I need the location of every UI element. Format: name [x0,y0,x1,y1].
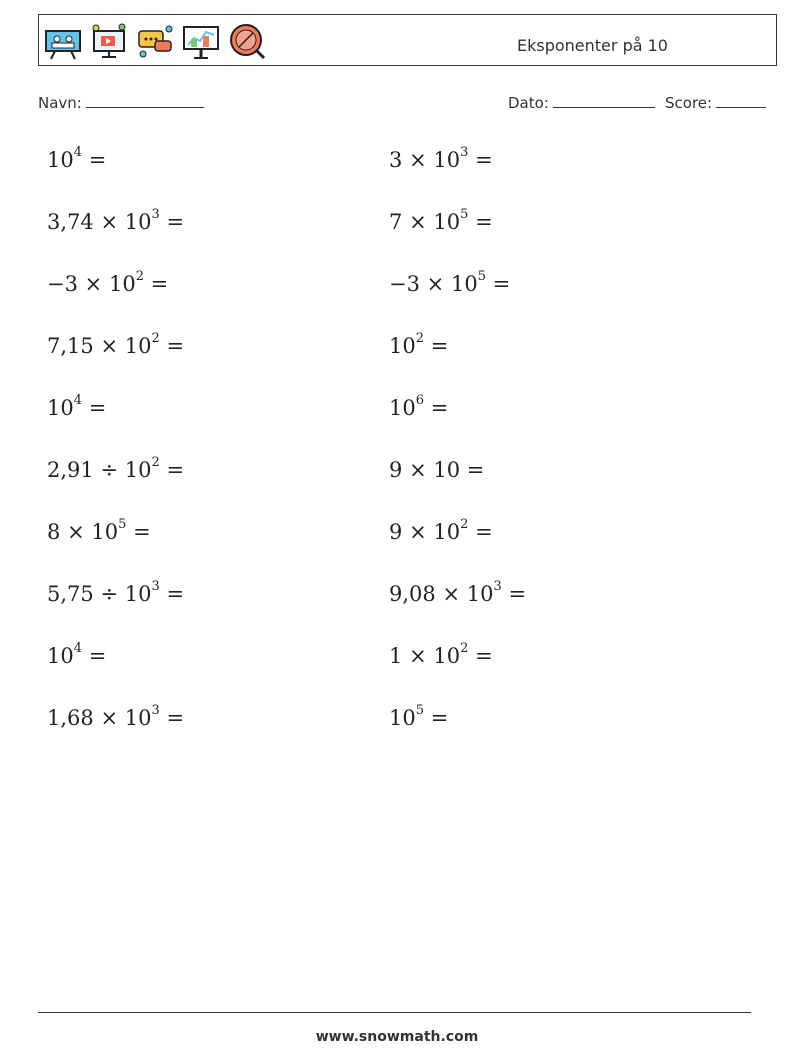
problem-operator: × [100,334,119,358]
problem-base: 10 [433,210,461,234]
problem-exponent: 5 [460,207,469,222]
video-monitor-icon [89,21,129,61]
problem-base: 10 [91,520,119,544]
problem-item [389,145,493,172]
easel-chart-icon [181,21,221,61]
problem-exponent: 3 [493,579,502,594]
worksheet-title: Eksponenter på 10 [517,36,668,55]
problem-coefficient: −3 [389,272,420,296]
problem-operator: ÷ [100,458,119,482]
problem-item [389,331,449,358]
problem-equals: = [466,458,485,482]
footer-site: www.snowmath.com [315,1029,479,1045]
problem-base: 10 [433,148,461,172]
presentation-board-icon [43,21,83,61]
score-label: Score: [665,94,713,112]
problem-item [389,269,511,296]
problem-exponent: 6 [415,393,425,408]
problem-base: 10 [433,520,461,544]
no-sign-magnifier-icon [227,21,267,61]
name-label: Navn: [38,94,82,112]
problem-coefficient: 3 [389,148,403,172]
header-box [38,14,777,66]
problem-item [47,641,107,668]
problem-equals: = [88,396,107,420]
problem-equals: = [475,148,493,172]
chat-bubbles-icon [135,21,175,61]
problem-operator: × [409,458,427,482]
problem-operator: × [84,272,103,296]
problem-base: 10 [108,272,136,296]
problem-equals: = [88,148,107,172]
problem-exponent: 2 [460,641,469,656]
problem-operator: × [100,210,119,234]
problem-base: 10 [47,644,74,668]
problem-item [47,393,107,420]
problem-equals: = [88,644,107,668]
problem-item [47,579,185,606]
problem-exponent: 3 [460,145,469,160]
problem-item [389,579,527,606]
problem-base: 10 [433,458,461,482]
problem-item [389,703,449,730]
date-line [553,93,655,108]
problem-equals: = [166,706,185,730]
problem-item [47,703,185,730]
date-field [508,93,655,112]
score-field [665,93,766,112]
problem-coefficient: 9,08 [389,582,436,606]
problem-exponent: 2 [135,269,144,284]
problem-equals: = [430,334,449,358]
problem-base: 10 [124,334,152,358]
problem-operator: × [409,148,427,172]
problem-base: 10 [124,582,152,606]
problem-item [47,455,185,482]
problem-exponent: 3 [151,579,160,594]
name-field [38,93,204,112]
problem-item [47,145,107,172]
problem-equals: = [492,272,511,296]
problem-exponent: 3 [151,207,160,222]
footer-divider [38,1012,751,1013]
problem-item [47,207,185,234]
problem-base: 10 [389,706,416,730]
problem-item [389,393,449,420]
problem-exponent: 4 [73,145,83,160]
problem-operator: × [100,706,119,730]
problem-base: 10 [450,272,478,296]
problem-coefficient: 2,91 [47,458,94,482]
problem-coefficient: 3,74 [47,210,94,234]
problem-coefficient: 9 [389,520,403,544]
problem-operator: × [409,520,427,544]
problem-coefficient: 1,68 [47,706,94,730]
problem-equals: = [430,706,449,730]
problem-item [389,207,493,234]
problem-item [47,269,169,296]
problem-base: 10 [389,396,416,420]
problem-equals: = [475,644,493,668]
problem-item [47,517,151,544]
problem-exponent: 2 [415,331,425,346]
problem-item [389,517,493,544]
problem-base: 10 [389,334,416,358]
problem-equals: = [166,210,185,234]
problem-exponent: 5 [477,269,486,284]
problem-base: 10 [124,706,152,730]
problem-operator: × [67,520,85,544]
problem-equals: = [166,334,185,358]
problem-operator: ÷ [100,582,119,606]
problem-exponent: 3 [151,703,160,718]
problem-exponent: 2 [151,331,160,346]
problem-base: 10 [466,582,494,606]
problem-equals: = [166,458,185,482]
problem-operator: × [409,210,427,234]
header-icons [43,21,267,61]
problem-equals: = [133,520,151,544]
problem-operator: × [442,582,461,606]
problem-equals: = [150,272,169,296]
problem-equals: = [430,396,449,420]
problem-coefficient: 8 [47,520,61,544]
score-line [716,93,766,108]
problem-equals: = [166,582,185,606]
problem-base: 10 [47,396,74,420]
problem-item [389,641,493,668]
problem-exponent: 4 [73,641,83,656]
problem-item [47,331,185,358]
problem-base: 10 [47,148,74,172]
problem-operator: × [426,272,445,296]
problem-base: 10 [124,458,152,482]
problem-exponent: 5 [415,703,425,718]
problem-coefficient: 1 [389,644,403,668]
problem-base: 10 [124,210,152,234]
problem-base: 10 [433,644,461,668]
problem-coefficient: 7 [389,210,403,234]
problem-coefficient: −3 [47,272,78,296]
problem-exponent: 2 [460,517,469,532]
problem-exponent: 4 [73,393,83,408]
problem-exponent: 5 [118,517,127,532]
problem-coefficient: 9 [389,458,403,482]
problem-equals: = [475,210,493,234]
problem-coefficient: 5,75 [47,582,94,606]
problem-coefficient: 7,15 [47,334,94,358]
date-label: Dato: [508,94,549,112]
problem-item [389,458,484,482]
problem-equals: = [508,582,527,606]
problem-equals: = [475,520,493,544]
problem-exponent: 2 [151,455,160,470]
name-line [86,93,204,108]
problem-operator: × [409,644,427,668]
